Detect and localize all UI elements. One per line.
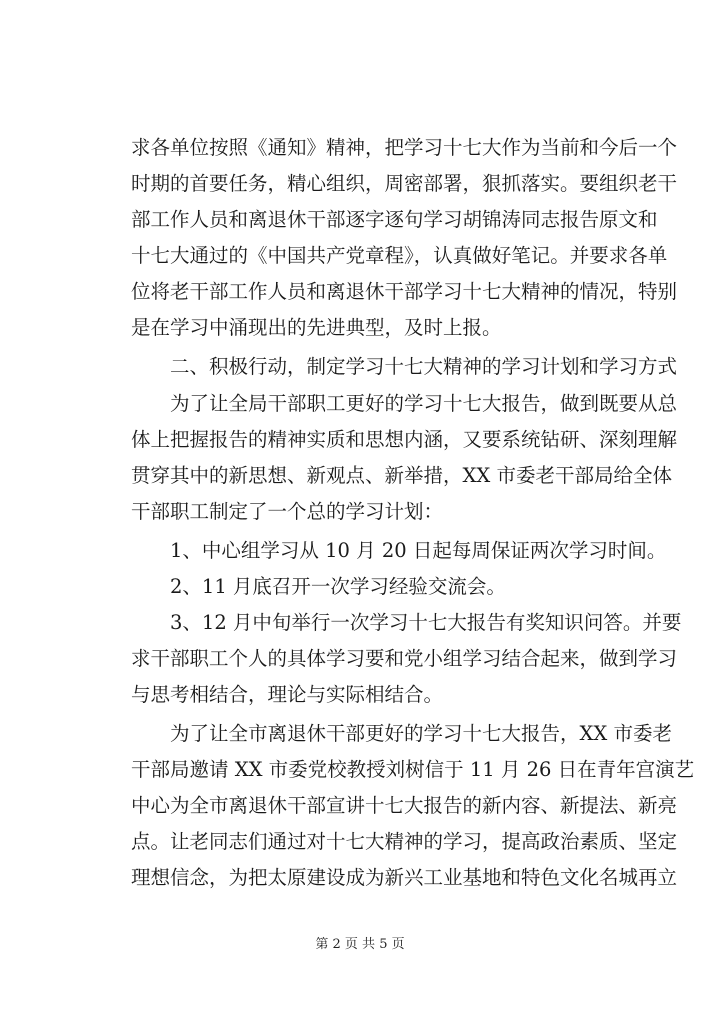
text-line: 求各单位按照《通知》精神，把学习十七大作为当前和今后一个 <box>131 136 678 159</box>
section-heading: 二、积极行动，制定学习十七大精神的学习计划和学习方式 <box>170 355 678 378</box>
text-line: 是在学习中涌现出的先进典型，及时上报。 <box>131 316 502 339</box>
text-line: 干部职工制定了一个总的学习计划： <box>131 500 444 523</box>
text-line: 干部局邀请 XX 市委党校教授刘树信于 11 月 26 日在青年宫演艺 <box>131 758 695 781</box>
text-line: 点。让老同志们通过对十七大精神的学习，提高政治素质、坚定 <box>131 830 678 853</box>
page-number: 第 2 页 共 5 页 <box>315 937 405 952</box>
text-line: 为了让全市离退休干部更好的学习十七大报告，XX 市委老 <box>170 722 672 745</box>
list-item: 2、11 月底召开一次学习经验交流会。 <box>170 575 506 598</box>
text-line: 求干部职工个人的具体学习要和党小组学习结合起来，做到学习 <box>131 647 678 670</box>
list-item: 3、12 月中旬举行一次学习十七大报告有奖知识问答。并要 <box>170 611 682 634</box>
text-line: 中心为全市离退休干部宣讲十七大报告的新内容、新提法、新亮 <box>131 794 678 817</box>
list-item: 1、中心组学习从 10 月 20 日起每周保证两次学习时间。 <box>170 539 667 562</box>
text-line: 部工作人员和离退休干部逐字逐句学习胡锦涛同志报告原文和 <box>131 208 658 231</box>
text-line: 贯穿其中的新思想、新观点、新举措，XX 市委老干部局给全体 <box>131 464 672 487</box>
text-line: 与思考相结合，理论与实际相结合。 <box>131 683 444 706</box>
text-line: 十七大通过的《中国共产党章程》，认真做好笔记。并要求各单 <box>131 244 668 267</box>
text-line: 为了让全局干部职工更好的学习十七大报告，做到既要从总 <box>170 392 678 415</box>
text-line: 位将老干部工作人员和离退休干部学习十七大精神的情况，特别 <box>131 280 678 303</box>
text-line: 体上把握报告的精神实质和思想内涵，又要系统钻研、深刻理解 <box>131 428 678 451</box>
text-line: 时期的首要任务，精心组织，周密部署，狠抓落实。要组织老干 <box>131 172 678 195</box>
text-line: 理想信念，为把太原建设成为新兴工业基地和特色文化名城再立 <box>131 866 678 889</box>
